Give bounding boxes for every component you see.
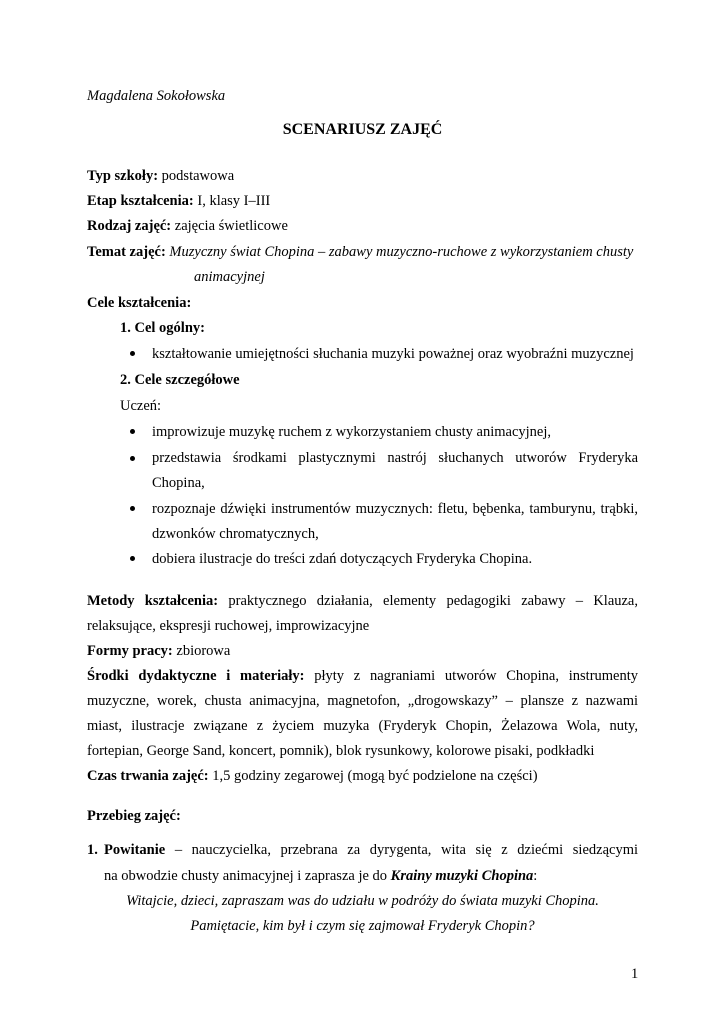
greeting-quote-1: Witajcie, dzieci, zapraszam was do udziału w podróży do świata muzyki Chopina. <box>126 893 599 909</box>
lesson-topic-label: Temat zajęć: <box>87 244 166 260</box>
specific-goal-3-line1-text: rozpoznaje dźwięki instrumentów muzycznych: fletu, bębenka, tamburynu, trąbki, <box>152 501 638 517</box>
education-stage-value: I, klasy I–III <box>193 193 271 209</box>
materials-text-2: muzyczne, worek, chusta animacyjna, magnetofon, „drogowskazy” – plansze z nazwami <box>87 693 638 709</box>
materials-line4: fortepian, George Sand, koncert, pomnik), blok rysunkowy, kolorowe pisaki, podkładki <box>87 743 595 759</box>
greeting-text-2: na obwodzie chusty animacyjnej i zaprasza je do <box>104 868 391 884</box>
school-type <box>87 166 234 186</box>
document-title: SCENARIUSZ ZAJĘĆ <box>282 121 443 138</box>
student-label: Uczeń: <box>120 398 162 414</box>
lesson-topic-line2: animacyjnej <box>194 269 265 285</box>
step-number: 1. <box>87 842 98 858</box>
class-type-value: zajęcia świetlicowe <box>171 218 288 234</box>
specific-goal-3-line1 <box>152 499 638 519</box>
general-goal-heading: 1. Cel ogólny: <box>120 320 205 336</box>
class-type <box>87 216 288 236</box>
greeting-text-1: – nauczycielka, przebrana za dyrygenta, wita się z dziećmi siedzącymi <box>165 842 638 858</box>
education-stage-label: Etap kształcenia: <box>87 193 194 209</box>
specific-goal-4: dobiera ilustracje do treści zdań dotyczących Fryderyka Chopina. <box>152 551 533 567</box>
bullet-icon <box>130 506 135 511</box>
materials-label: Środki dydaktyczne i materiały: <box>87 668 305 684</box>
duration-value: 1,5 godziny zegarowej (mogą być podzielone na części) <box>208 768 538 784</box>
materials-line2 <box>87 691 638 711</box>
work-forms-label: Formy pracy: <box>87 643 173 659</box>
methods-line2: relaksujące, ekspresji ruchowej, improwizacyjne <box>87 618 370 634</box>
education-stage <box>87 191 270 211</box>
specific-goal-3-line2: dzwonków chromatycznych, <box>152 526 319 542</box>
materials-text-1: płyty z nagraniami utworów Chopina, instrumenty <box>304 668 639 684</box>
greeting-label: Powitanie <box>104 842 166 858</box>
materials-text-3: miast, ilustracje związane z życiem muzyka (Fryderyk Chopin, Żelazowa Wola, nuty, <box>87 718 638 734</box>
greeting-line2 <box>104 866 537 886</box>
school-type-value: podstawowa <box>158 168 235 184</box>
methods-label: Metody kształcenia: <box>87 593 219 609</box>
greeting-colon: : <box>533 868 538 884</box>
bullet-icon <box>130 556 135 561</box>
materials-line3 <box>87 716 638 736</box>
duration <box>87 766 538 786</box>
lesson-topic <box>87 242 633 262</box>
specific-goal-2-line2: Chopina, <box>152 475 205 491</box>
bullet-icon <box>130 456 135 461</box>
work-forms <box>87 641 230 661</box>
page-number: 1 <box>631 966 639 982</box>
lesson-topic-line1: Muzyczny świat Chopina – zabawy muzyczno-ruchowe z wykorzystaniem chusty <box>165 244 634 260</box>
greeting-quote-2: Pamiętacie, kim był i czym się zajmował Fryderyk Chopin? <box>190 918 535 934</box>
bullet-icon <box>130 429 135 434</box>
bullet-icon <box>130 351 135 356</box>
materials-line1 <box>87 666 638 686</box>
procedure-heading: Przebieg zajęć: <box>87 808 181 824</box>
specific-goals-heading: 2. Cele szczegółowe <box>120 372 240 388</box>
chopin-land-name: Krainy muzyki Chopina <box>390 868 534 884</box>
specific-goal-1: improwizuje muzykę ruchem z wykorzystaniem chusty animacyjnej, <box>152 424 552 440</box>
author-name: Magdalena Sokołowska <box>87 88 226 104</box>
work-forms-value: zbiorowa <box>172 643 231 659</box>
goals-heading: Cele kształcenia: <box>87 295 192 311</box>
specific-goal-2-line1 <box>152 448 638 468</box>
methods-line1 <box>87 591 638 611</box>
duration-label: Czas trwania zajęć: <box>87 768 209 784</box>
methods-text-1: praktycznego działania, elementy pedagogiki zabawy – Klauza, <box>218 593 638 609</box>
general-goal-item: kształtowanie umiejętności słuchania muzyki poważnej oraz wyobraźni muzycznej <box>152 346 634 362</box>
specific-goal-2-line1-text: przedstawia środkami plastycznymi nastrój słuchanych utworów Fryderyka <box>152 450 638 466</box>
greeting-line1 <box>104 840 638 860</box>
school-type-label: Typ szkoły: <box>87 168 159 184</box>
class-type-label: Rodzaj zajęć: <box>87 218 172 234</box>
